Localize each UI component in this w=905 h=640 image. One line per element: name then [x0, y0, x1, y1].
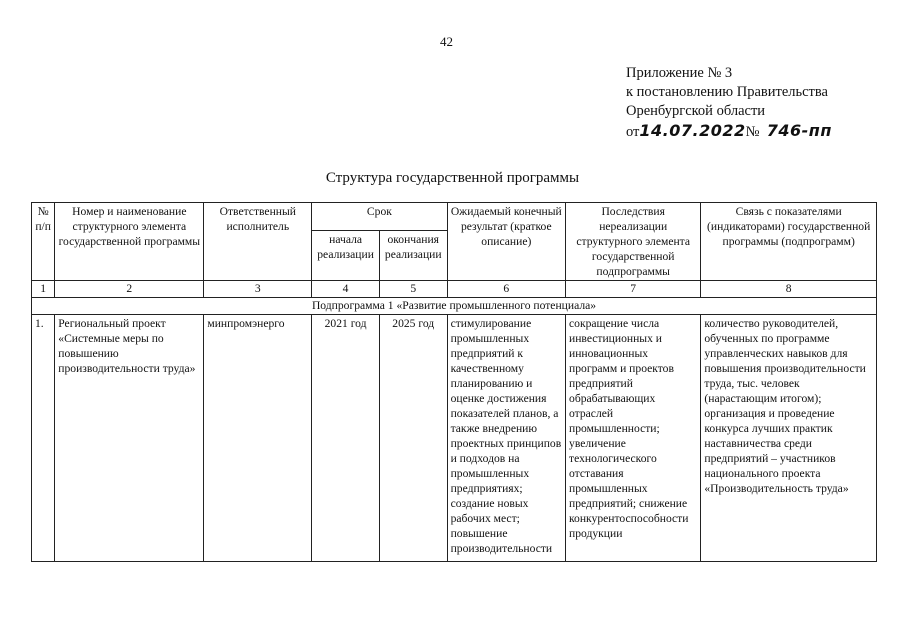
handwritten-date: 14.07.2022: [639, 121, 746, 140]
subprogram-row: [32, 298, 877, 315]
appendix-date-line: [626, 121, 832, 142]
column-number: 3: [204, 281, 312, 298]
header-result: Ожидаемый конечный результат (краткое описание): [447, 203, 565, 281]
column-numbers-row: [32, 281, 877, 298]
row-link: количество руководителей, обученных по программе управленческих навыков для повышения производительности труда, тыс. человек (нарастающим итогом); организация и проведение конкурса лучших практик наставничества среди предприятий – участников национального проекта «Производительность труда»: [701, 315, 877, 562]
date-prefix: от: [626, 124, 640, 140]
table-row: [32, 315, 877, 562]
header-num: № п/п: [32, 203, 55, 281]
row-consequences: сокращение числа инвестиционных и инновационных программ и проектов предприятий обрабатывающих отраслей промышленности; увеличение технологического отставания промышленных предприятий; снижение конкурентоспособности продукции: [566, 315, 701, 562]
appendix-block: [626, 64, 832, 142]
column-number: 1: [32, 281, 55, 298]
column-number: 6: [447, 281, 565, 298]
column-number: 2: [55, 281, 204, 298]
header-consequences: Последствия нереализации структурного элемента государственной подпрограммы: [566, 203, 701, 281]
row-result: стимулирование промышленных предприятий к качественному планированию и оценке достижения показателей планов, а также внедрению проектных принципов и подходов на промышленных предприятиях; создание новых рабочих мест; повышение производительности: [447, 315, 565, 562]
page-number: 42: [440, 34, 453, 49]
document-title: Структура государственной программы: [325, 170, 580, 186]
column-number: 8: [701, 281, 877, 298]
row-num: 1.: [32, 315, 55, 562]
header-term-start: начала реализации: [312, 230, 380, 280]
header-term-end: окончания реализации: [379, 230, 447, 280]
number-prefix: №: [745, 124, 760, 140]
appendix-region: Оренбургской области: [626, 103, 766, 119]
handwritten-number: 746-пп: [766, 121, 832, 140]
header-term: Срок: [312, 203, 447, 231]
appendix-title: Приложение № 3: [626, 65, 733, 81]
column-number: 7: [566, 281, 701, 298]
program-structure-table: [31, 202, 877, 562]
column-number: 5: [379, 281, 447, 298]
header-name: Номер и наименование структурного элемента государственной программы: [55, 203, 204, 281]
header-link: Связь с показателями (индикаторами) государственной программы (подпрограмм): [701, 203, 877, 281]
appendix-resolution: к постановлению Правительства: [626, 84, 828, 100]
row-end: 2025 год: [379, 315, 447, 562]
header-row: [32, 203, 877, 231]
row-responsible: минпромэнерго: [204, 315, 312, 562]
header-responsible: Ответственный исполнитель: [204, 203, 312, 281]
subprogram-title: Подпрограмма 1 «Развитие промышленного потенциала»: [32, 298, 877, 315]
row-start: 2021 год: [312, 315, 380, 562]
column-number: 4: [312, 281, 380, 298]
row-name: Региональный проект «Системные меры по повышению производительности труда»: [55, 315, 204, 562]
